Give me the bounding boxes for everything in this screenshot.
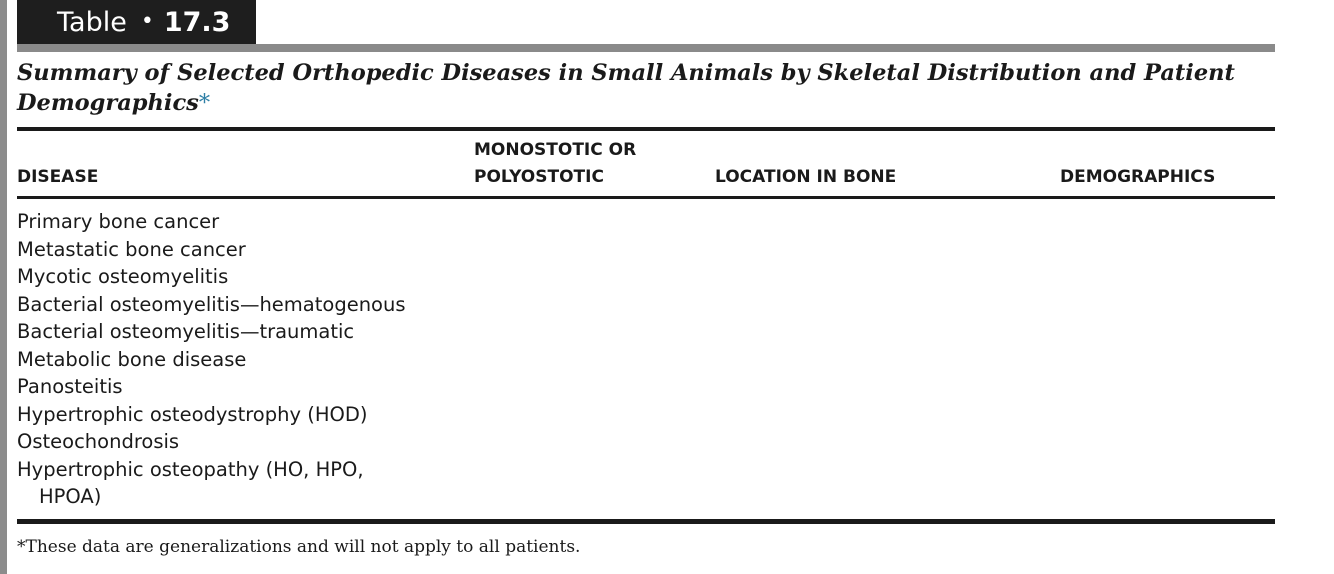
top-table-rule [17, 127, 1275, 131]
table-row: Bacterial osteomyelitis—hematogenous [17, 292, 406, 316]
table-title-text: Summary of Selected Orthopedic Diseases in Small Animals by Skeletal Distribution and Patient Demographics [17, 60, 1235, 116]
table-row: Mycotic osteomyelitis [17, 265, 229, 288]
table-label [17, 0, 256, 44]
column-header-demographics: DEMOGRAPHICS [1060, 167, 1216, 187]
table-label-word: Table [57, 6, 127, 38]
column-header-disease: DISEASE [17, 167, 99, 187]
disease-list [17, 208, 406, 511]
header-rule [17, 196, 1275, 199]
column-header-monostotic-line2: POLYOSTOTIC [474, 167, 604, 187]
column-header-monostotic-line1: MONOSTOTIC OR [474, 140, 637, 160]
left-margin-rule [0, 0, 7, 574]
table-row: Osteochondrosis [17, 430, 180, 453]
column-header-location: LOCATION IN BONE [715, 167, 897, 187]
header-bar [17, 44, 1275, 52]
footnote: *These data are generalizations and will not apply to all patients. [17, 537, 581, 557]
table-row: Primary bone cancer [17, 210, 220, 233]
table-row: Panosteitis [17, 375, 123, 398]
table-row: Metastatic bone cancer [17, 237, 246, 261]
table-number: 17.3 [163, 6, 231, 38]
table-row: Bacterial osteomyelitis—traumatic [17, 320, 355, 343]
bottom-table-rule [17, 519, 1275, 524]
column-header-monostotic [474, 137, 636, 191]
table-label-bullet: • [140, 9, 154, 34]
table-title [17, 58, 1257, 118]
table-row: Hypertrophic osteodystrophy (HOD) [17, 402, 368, 426]
table-row: Hypertrophic osteopathy (HO, HPO, HPOA) [17, 457, 364, 508]
title-asterisk: * [198, 90, 211, 116]
table-row: Metabolic bone disease [17, 347, 247, 371]
